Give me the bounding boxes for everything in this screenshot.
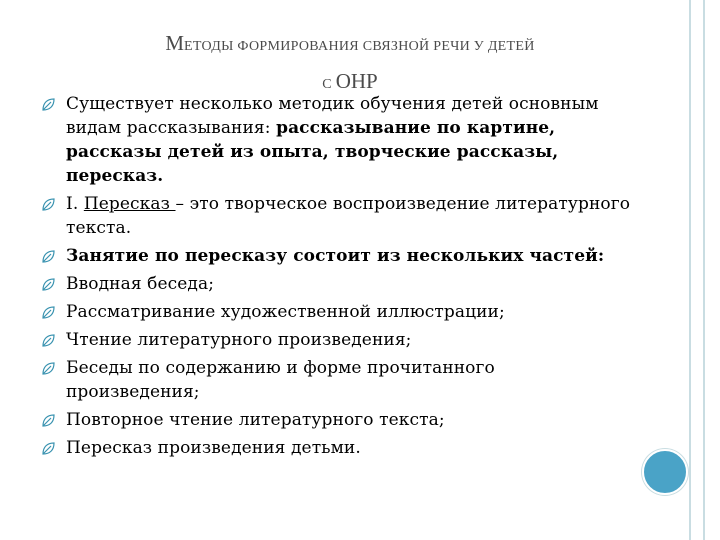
item-text: Рассматривание художественной иллюстрации; — [66, 302, 505, 322]
item-underlined-text: Пересказ — [83, 194, 176, 214]
title-line-1 — [60, 26, 640, 64]
leaf-bullet-icon — [42, 98, 55, 111]
leaf-bullet-icon — [42, 306, 55, 319]
item-text: – это творческое воспроизведение литературного текста. — [66, 194, 631, 238]
list-item — [42, 192, 632, 240]
leaf-bullet-icon — [42, 442, 55, 455]
leaf-bullet-icon — [42, 362, 55, 375]
frame-line-right — [703, 0, 705, 540]
list-item — [42, 328, 632, 352]
item-text: Чтение литературного произведения; — [66, 330, 412, 350]
title-small-2: С — [322, 77, 336, 92]
item-text: Повторное чтение литературного текста; — [66, 410, 445, 430]
item-text: Существует несколько методик обучения детей основным видам рассказывания: — [66, 94, 599, 138]
list-item — [42, 436, 632, 460]
item-bold-text: рассказывание по картине, рассказы детей из опыта, творческие рассказы, пересказ. — [66, 118, 559, 186]
title-small: ЕТОДЫ ФОРМИРОВАНИЯ СВЯЗНОЙ РЕЧИ У ДЕТЕЙ — [184, 39, 535, 54]
list-item — [42, 300, 632, 324]
title-cap-2: ОНР — [335, 69, 378, 93]
decorative-circle — [642, 449, 688, 495]
leaf-bullet-icon — [42, 334, 55, 347]
list-item — [42, 92, 632, 188]
list-item — [42, 408, 632, 432]
item-text: Беседы по содержанию и форме прочитанного произведения; — [66, 358, 495, 402]
leaf-bullet-icon — [42, 250, 55, 263]
item-bold-text: Занятие по пересказу состоит из нескольких частей: — [66, 246, 605, 266]
item-text: Пересказ произведения детьми. — [66, 438, 361, 458]
item-text: Вводная беседа; — [66, 274, 215, 294]
leaf-bullet-icon — [42, 414, 55, 427]
leaf-bullet-icon — [42, 278, 55, 291]
leaf-bullet-icon — [42, 198, 55, 211]
list-item — [42, 244, 632, 268]
frame-line-left — [689, 0, 691, 540]
bullet-list — [42, 92, 632, 464]
item-text: I. — [66, 194, 84, 214]
slide-title — [60, 26, 640, 102]
list-item — [42, 272, 632, 296]
title-cap: М — [165, 31, 185, 55]
list-item — [42, 356, 632, 404]
